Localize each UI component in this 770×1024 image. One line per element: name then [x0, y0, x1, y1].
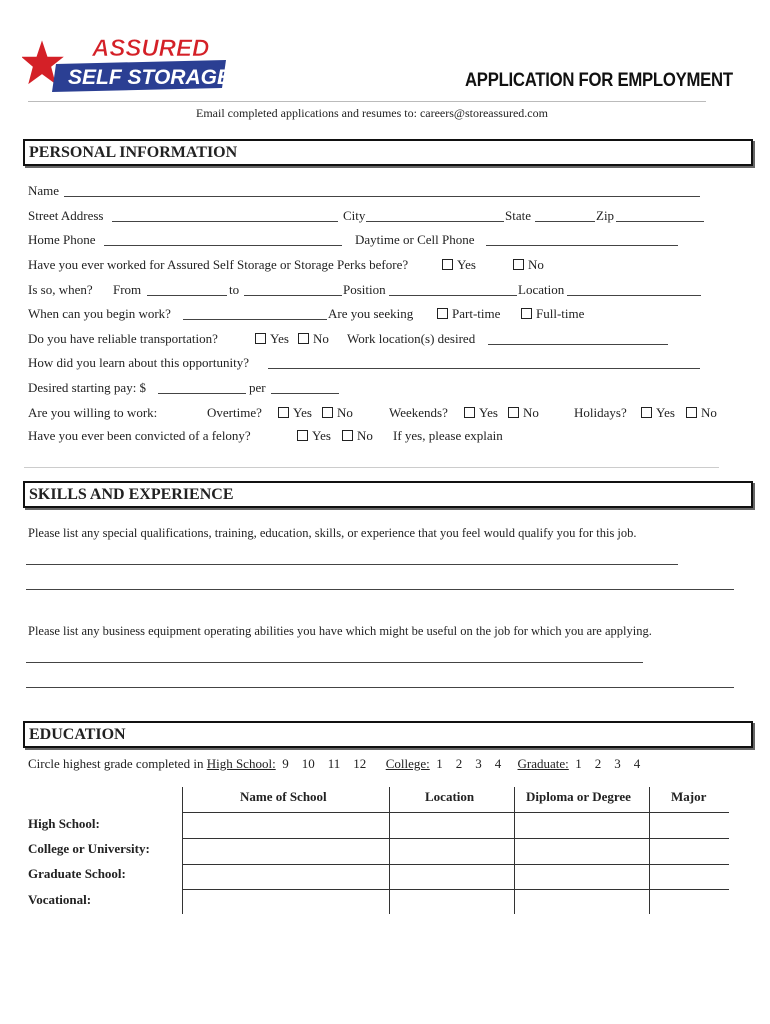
transport-no[interactable]: No: [298, 331, 329, 347]
from-field[interactable]: [147, 295, 227, 296]
weekends-label: Weekends?: [389, 405, 448, 420]
row-college: College or University:: [28, 841, 150, 856]
section-divider: [24, 467, 719, 468]
col-location: Location: [425, 789, 475, 804]
location-field[interactable]: [567, 295, 701, 296]
transport-yes[interactable]: Yes: [255, 331, 289, 347]
checkbox-icon[interactable]: [298, 333, 309, 344]
overtime-no[interactable]: No: [322, 405, 353, 421]
part-time-option[interactable]: Part-time: [437, 306, 500, 322]
full-time-option[interactable]: Full-time: [521, 306, 584, 322]
graduate-grades: 1 2 3 4: [575, 756, 641, 771]
holidays-no[interactable]: No: [686, 405, 717, 421]
checkbox-icon[interactable]: [278, 407, 289, 418]
felony-no[interactable]: No: [342, 428, 373, 444]
learn-field[interactable]: [268, 368, 700, 369]
checkbox-icon[interactable]: [322, 407, 333, 418]
col-diploma: Diploma or Degree: [526, 789, 631, 804]
zip-label: Zip: [596, 208, 615, 223]
work-location-field[interactable]: [488, 344, 668, 345]
begin-work-label: When can you begin work?: [28, 306, 171, 321]
felony-yes[interactable]: Yes: [297, 428, 331, 444]
to-field[interactable]: [244, 295, 342, 296]
high-school-grade-label: High School:: [206, 756, 276, 771]
street-label: Street Address: [28, 208, 104, 223]
state-field[interactable]: [535, 221, 595, 222]
checkbox-icon[interactable]: [508, 407, 519, 418]
equipment-answer-line-2[interactable]: [26, 687, 734, 688]
equipment-answer-line-1[interactable]: [26, 662, 643, 663]
cell-phone-field[interactable]: [486, 245, 678, 246]
holidays-label: Holidays?: [574, 405, 627, 420]
section-education: EDUCATION: [23, 721, 753, 748]
begin-work-field[interactable]: [183, 319, 327, 320]
name-label: Name: [28, 183, 60, 198]
checkbox-icon[interactable]: [437, 308, 448, 319]
college-grades: 1 2 3 4: [436, 756, 502, 771]
felony-label: Have you ever been convicted of a felony?: [28, 428, 251, 443]
location-label: Location: [518, 282, 565, 297]
row-vocational: Vocational:: [28, 892, 92, 907]
willing-label: Are you willing to work:: [28, 405, 158, 420]
overtime-yes[interactable]: Yes: [278, 405, 312, 421]
skills-answer-line-2[interactable]: [26, 589, 734, 590]
cell-phone-label: Daytime or Cell Phone: [355, 232, 475, 247]
skills-question-2: Please list any business equipment operating abilities you have which might be useful on the job for which you are applying.: [28, 624, 652, 638]
city-field[interactable]: [366, 221, 504, 222]
col-name-of-school: Name of School: [240, 789, 327, 804]
row-high-school: High School:: [28, 816, 100, 831]
holidays-yes[interactable]: Yes: [641, 405, 675, 421]
high-school-grades: 9 10 11 12: [282, 756, 367, 771]
skills-question-1: Please list any special qualifications, training, education, skills, or experience that you feel would qualify you for this job.: [28, 526, 637, 540]
desired-pay-field[interactable]: [158, 393, 246, 394]
worked-before-label: Have you ever worked for Assured Self Storage or Storage Perks before?: [28, 257, 409, 272]
worked-before-yes[interactable]: Yes: [442, 257, 476, 273]
checkbox-icon[interactable]: [297, 430, 308, 441]
grade-prompt: Circle highest grade completed in High School: 9 10 11 12 College: 1 2 3 4 Graduate: 1 2 3 4: [28, 756, 641, 771]
checkbox-icon[interactable]: [686, 407, 697, 418]
seeking-label: Are you seeking: [328, 306, 414, 321]
checkbox-icon[interactable]: [641, 407, 652, 418]
position-label: Position: [343, 282, 386, 297]
city-label: City: [343, 208, 366, 223]
explain-label: If yes, please explain: [393, 428, 503, 443]
section-personal: PERSONAL INFORMATION: [23, 139, 753, 166]
name-field[interactable]: [64, 196, 700, 197]
checkbox-icon[interactable]: [513, 259, 524, 270]
section-skills: SKILLS AND EXPERIENCE: [23, 481, 753, 508]
street-field[interactable]: [112, 221, 338, 222]
weekends-yes[interactable]: Yes: [464, 405, 498, 421]
per-label: per: [249, 380, 266, 395]
col-major: Major: [671, 789, 707, 804]
page-title: APPLICATION FOR EMPLOYMENT: [465, 70, 733, 91]
row-graduate: Graduate School:: [28, 866, 126, 881]
checkbox-icon[interactable]: [255, 333, 266, 344]
home-phone-label: Home Phone: [28, 232, 96, 247]
skills-answer-line-1[interactable]: [26, 564, 678, 565]
checkbox-icon[interactable]: [442, 259, 453, 270]
email-instructions: Email completed applications and resumes to: careers@storeassured.com: [196, 106, 548, 120]
learn-label: How did you learn about this opportunity?: [28, 355, 249, 370]
from-label: From: [113, 282, 142, 297]
state-label: State: [505, 208, 531, 223]
zip-field[interactable]: [616, 221, 704, 222]
college-grade-label: College:: [385, 756, 430, 771]
home-phone-field[interactable]: [104, 245, 342, 246]
header-divider: [28, 101, 706, 102]
checkbox-icon[interactable]: [342, 430, 353, 441]
position-field[interactable]: [389, 295, 517, 296]
company-logo: [22, 34, 232, 96]
svg-text:ASSURED: ASSURED: [92, 35, 210, 62]
checkbox-icon[interactable]: [521, 308, 532, 319]
worked-before-no[interactable]: No: [513, 257, 544, 273]
work-location-label: Work location(s) desired: [347, 331, 476, 346]
checkbox-icon[interactable]: [464, 407, 475, 418]
per-field[interactable]: [271, 393, 339, 394]
weekends-no[interactable]: No: [508, 405, 539, 421]
svg-text:SELF STORAGE: SELF STORAGE: [68, 66, 231, 89]
to-label: to: [229, 282, 240, 297]
overtime-label: Overtime?: [207, 405, 262, 420]
desired-pay-label: Desired starting pay: $: [28, 380, 147, 395]
graduate-grade-label: Graduate:: [517, 756, 569, 771]
when-label: Is so, when?: [28, 282, 93, 297]
transport-label: Do you have reliable transportation?: [28, 331, 218, 346]
